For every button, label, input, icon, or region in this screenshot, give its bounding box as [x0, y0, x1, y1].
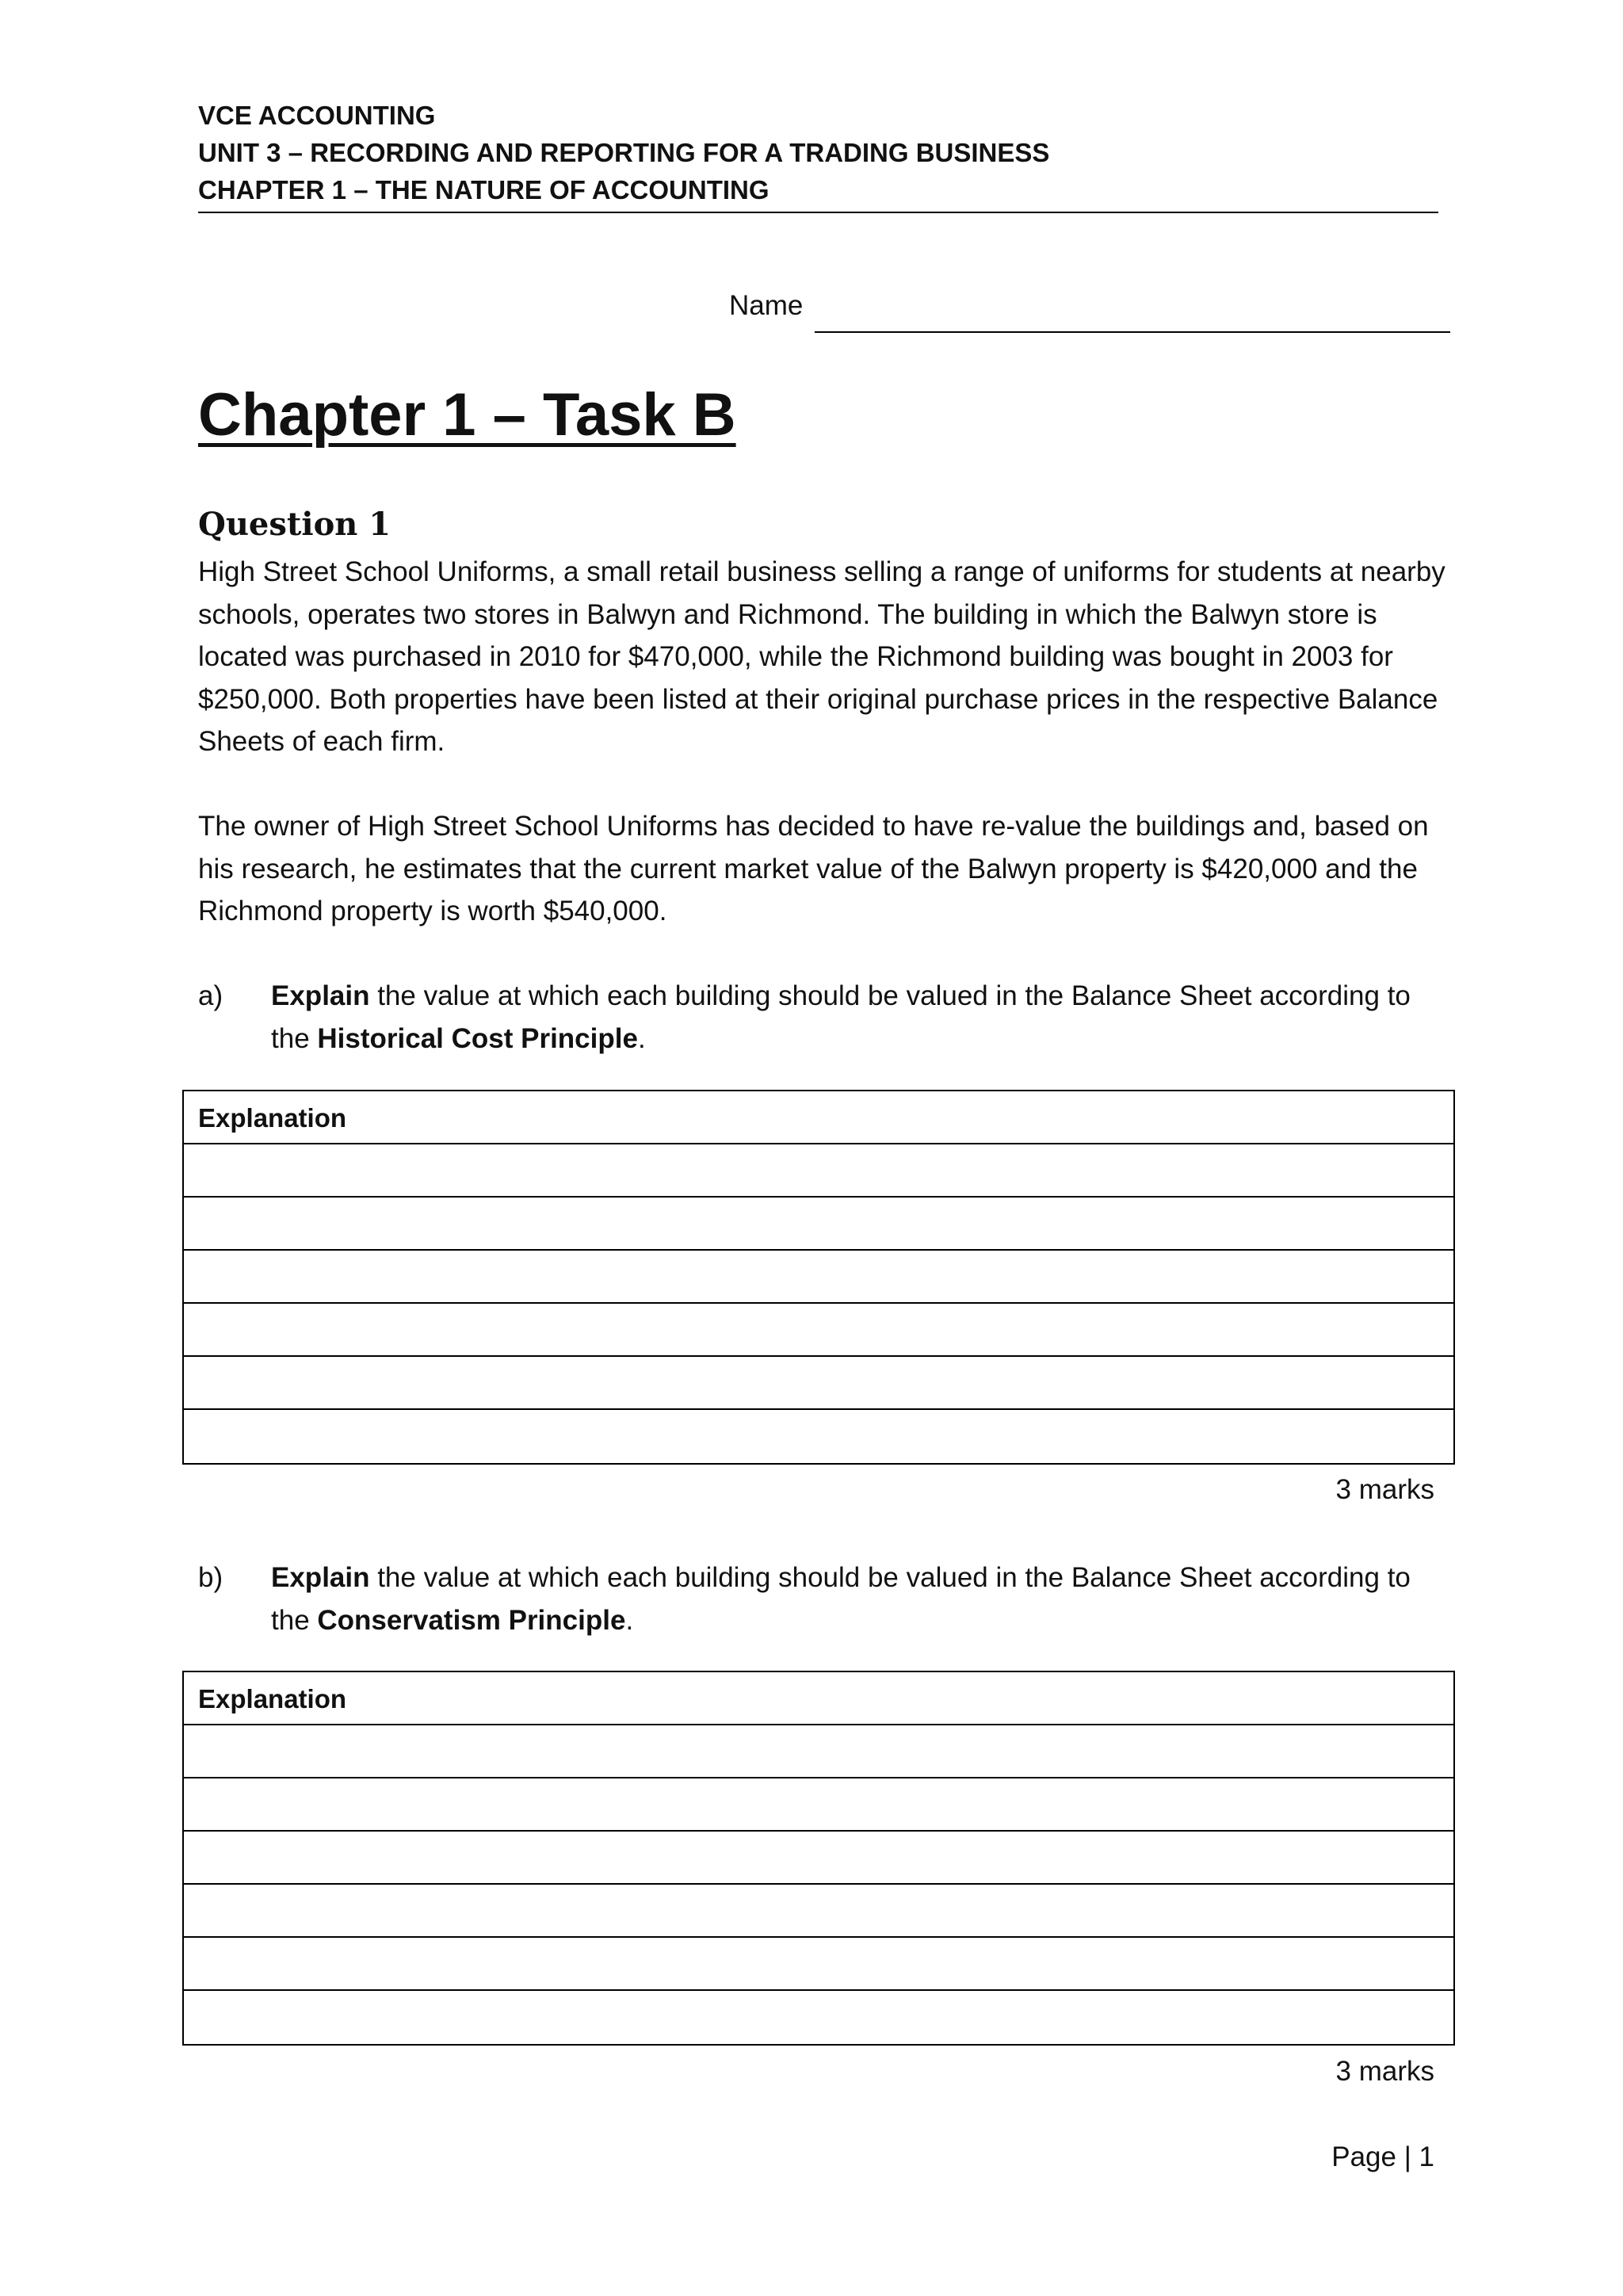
header-subject: VCE ACCOUNTING: [198, 101, 436, 130]
answer-line[interactable]: [184, 1885, 1453, 1938]
part-b-label: b): [198, 1562, 223, 1593]
name-field-line[interactable]: [815, 331, 1450, 333]
question-paragraph-2: The owner of High Street School Uniforms has decided to have re-value the buildings and, based on his research, he estimates that the current market value of the Balwyn property is $420,000 and the Richmond property is worth $540,000.: [198, 811, 1429, 926]
part-b-answer-box: [182, 1671, 1455, 2046]
answer-line[interactable]: [184, 1410, 1453, 1463]
part-a-label: a): [198, 980, 223, 1011]
answer-line[interactable]: [184, 1144, 1453, 1198]
answer-line[interactable]: [184, 1198, 1453, 1251]
answer-line[interactable]: [184, 1304, 1453, 1357]
part-b-marks: 3 marks: [1335, 2056, 1434, 2087]
document-header: [198, 97, 1438, 213]
part-a-marks: 3 marks: [1335, 1474, 1434, 1505]
answer-line[interactable]: [184, 1251, 1453, 1304]
answer-line[interactable]: [184, 1938, 1453, 1991]
part-a-answer-box: [182, 1090, 1455, 1465]
answer-box-header: Explanation: [184, 1672, 1453, 1725]
answer-line[interactable]: [184, 1991, 1453, 2044]
part-b-text: Explain the value at which each building should be valued in the Balance Sheet according to the Conservatism Principle.: [271, 1562, 1411, 1636]
page-title: Chapter 1 – Task B: [198, 381, 736, 449]
name-label: Name: [729, 290, 804, 321]
header-unit: UNIT 3 – RECORDING AND REPORTING FOR A TRADING BUSINESS: [198, 138, 1050, 167]
header-chapter: CHAPTER 1 – THE NATURE OF ACCOUNTING: [198, 175, 769, 204]
question-heading: Question 1: [198, 506, 391, 543]
answer-box-header: Explanation: [184, 1091, 1453, 1144]
question-paragraph-1: High Street School Uniforms, a small retail business selling a range of uniforms for students at nearby schools, operates two stores in Balwyn and Richmond. The building in which the Balwyn store is located was purchased in 2010 for $470,000, while the Richmond building was bought in 2003 for $250,000. Both properties have been listed at their original purchase prices in the respective Balance Sheets of each firm.: [198, 556, 1445, 757]
page-number: Page | 1: [1331, 2141, 1434, 2172]
answer-line[interactable]: [184, 1832, 1453, 1885]
answer-line[interactable]: [184, 1725, 1453, 1778]
answer-line[interactable]: [184, 1778, 1453, 1832]
part-a-text: Explain the value at which each building should be valued in the Balance Sheet according to the Historical Cost Principle.: [271, 980, 1411, 1054]
answer-line[interactable]: [184, 1357, 1453, 1410]
